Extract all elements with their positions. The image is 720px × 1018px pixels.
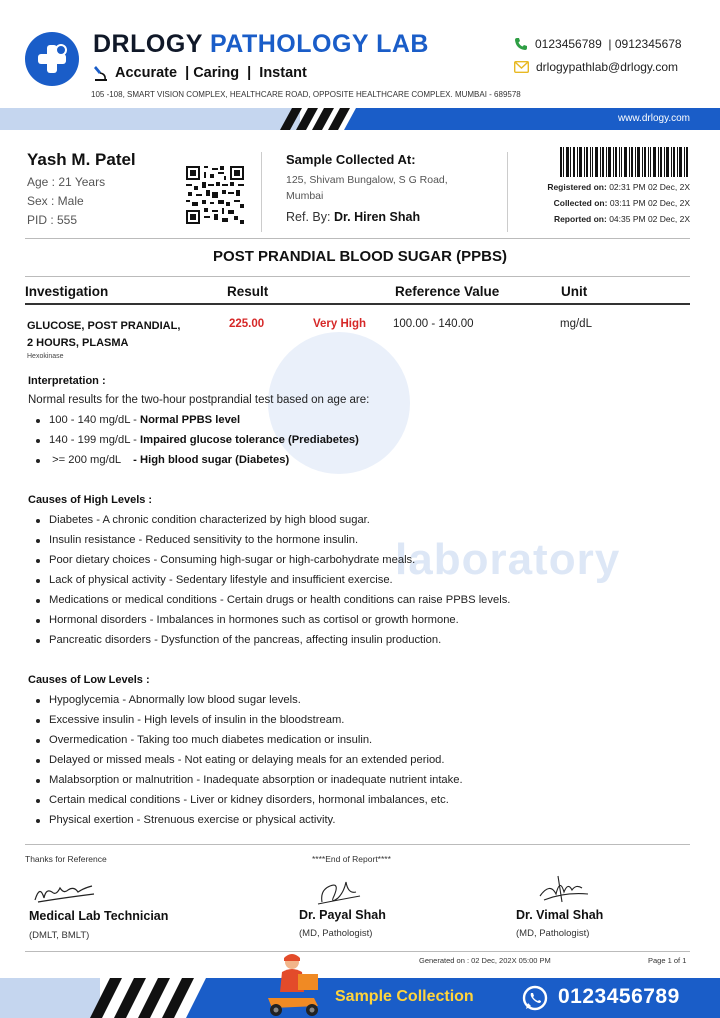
result-flag: Very High bbox=[313, 318, 367, 330]
test-name-line2: 2 HOURS, PLASMA bbox=[27, 337, 129, 349]
tagline-row bbox=[93, 64, 307, 82]
registered-on bbox=[547, 182, 690, 192]
reported-on bbox=[554, 214, 690, 224]
list-item: Physical exertion - Strenuous exercise or physical activity. bbox=[34, 810, 463, 830]
range-text: 140 - 199 mg/dL - bbox=[49, 434, 141, 446]
list-item: Lack of physical activity - Sedentary lifestyle and insufficient exercise. bbox=[34, 570, 510, 590]
lab-name-part1: DRLOGY bbox=[93, 30, 203, 58]
phone-icon bbox=[514, 37, 528, 51]
lab-website[interactable]: www.drlogy.com bbox=[617, 113, 690, 124]
list-item: Diabetes - A chronic condition characterized by high blood sugar. bbox=[34, 510, 510, 530]
sample-address bbox=[286, 172, 486, 204]
column-header-result: Result bbox=[227, 284, 269, 299]
test-name-line1: GLUCOSE, POST PRANDIAL, bbox=[27, 320, 181, 332]
low-causes-title: Causes of Low Levels : bbox=[28, 674, 150, 686]
reference-value: 100.00 - 140.00 bbox=[393, 318, 474, 330]
bottom-band-left bbox=[0, 978, 100, 1018]
test-method: Hexokinase bbox=[27, 353, 64, 360]
list-item: Overmedication - Taking too much diabetes medication or insulin. bbox=[34, 730, 463, 750]
email-row bbox=[514, 60, 678, 74]
bottom-stripes bbox=[90, 978, 240, 1018]
watermark-text: laboratory bbox=[395, 535, 621, 584]
collected-on bbox=[554, 198, 690, 208]
barcode bbox=[560, 147, 688, 177]
sample-address-line2: Mumbai bbox=[286, 190, 324, 202]
list-item: Delayed or missed meals - Not eating or delaying meals for an extended period. bbox=[34, 750, 463, 770]
signature-technician bbox=[32, 880, 98, 908]
divider bbox=[25, 844, 690, 845]
column-header-reference: Reference Value bbox=[395, 284, 500, 299]
tagline: Accurate | Caring | Instant bbox=[115, 65, 307, 81]
list-item: Excessive insulin - High levels of insulin in the bloodstream. bbox=[34, 710, 463, 730]
list-item: Pancreatic disorders - Dysfunction of the pancreas, affecting insulin production. bbox=[34, 630, 510, 650]
divider bbox=[507, 152, 508, 232]
signatory-2-credentials: (MD, Pathologist) bbox=[299, 928, 373, 939]
collected-label: Collected on: bbox=[553, 198, 608, 208]
ref-doctor: Dr. Hiren Shah bbox=[333, 210, 421, 224]
table-header-rule bbox=[25, 303, 690, 305]
range-text: 100 - 140 mg/dL - bbox=[49, 414, 141, 426]
generated-on: Generated on : 02 Dec, 202X 05:00 PM bbox=[419, 956, 551, 965]
divider bbox=[25, 238, 690, 239]
sample-collected-title: Sample Collected At: bbox=[286, 152, 416, 167]
phone-row bbox=[514, 37, 682, 51]
patient-sex: Sex : Male bbox=[27, 194, 84, 208]
report-title: POST PRANDIAL BLOOD SUGAR (PPBS) bbox=[213, 248, 507, 265]
registered-value: 02:31 PM 02 Dec, 2X bbox=[609, 182, 690, 192]
whatsapp-icon[interactable] bbox=[521, 984, 549, 1012]
list-item: Hormonal disorders - Imbalances in hormones such as cortisol or growth hormone. bbox=[34, 610, 510, 630]
test-unit: mg/dL bbox=[560, 318, 592, 330]
reported-label: Reported on: bbox=[553, 214, 607, 224]
microscope-icon bbox=[93, 64, 109, 82]
test-result: 225.00 bbox=[229, 318, 265, 330]
delivery-rider-icon bbox=[262, 952, 328, 1018]
interpretation-intro: Normal results for the two-hour postprandial test based on age are: bbox=[28, 394, 370, 406]
lab-phone: 0123456789 | 0912345678 bbox=[535, 37, 682, 51]
column-header-investigation: Investigation bbox=[25, 284, 109, 299]
interpretation-list bbox=[34, 410, 359, 470]
patient-info bbox=[0, 146, 720, 236]
signatory-3-name: Dr. Vimal Shah bbox=[516, 908, 604, 922]
sample-collection-label: Sample Collection bbox=[335, 988, 474, 1005]
signatory-1-credentials: (DMLT, BMLT) bbox=[29, 930, 90, 941]
header bbox=[0, 0, 720, 108]
list-item: Insulin resistance - Reduced sensitivity to the hormone insulin. bbox=[34, 530, 510, 550]
medical-cross-icon bbox=[34, 41, 70, 77]
list-item: Malabsorption or malnutrition - Inadequate absorption or inadequate nutrient intake. bbox=[34, 770, 463, 790]
signature-payal-shah bbox=[316, 876, 364, 908]
list-item bbox=[34, 410, 359, 430]
high-causes-title: Causes of High Levels : bbox=[28, 494, 153, 506]
bottom-band bbox=[0, 978, 720, 1018]
range-meaning: Normal PPBS level bbox=[140, 414, 241, 426]
band-left bbox=[0, 108, 300, 130]
signature-vimal-shah bbox=[536, 872, 592, 906]
lab-email: drlogypathlab@drlogy.com bbox=[536, 60, 679, 74]
lab-logo bbox=[25, 32, 79, 86]
lab-address: 105 -108, SMART VISION COMPLEX, HEALTHCARE ROAD, OPPOSITE HEALTHCARE COMPLEX. MUMBAI - 689578 bbox=[91, 90, 521, 99]
list-item: Medications or medical conditions - Certain drugs or health conditions can raise PPBS levels. bbox=[34, 590, 510, 610]
list-item bbox=[34, 450, 359, 470]
page-number: Page 1 of 1 bbox=[648, 956, 687, 965]
registered-label: Registered on: bbox=[547, 182, 607, 192]
signatory-1-name: Medical Lab Technician bbox=[29, 909, 169, 923]
list-item bbox=[34, 430, 359, 450]
qr-code bbox=[186, 166, 244, 224]
range-text: >= 200 mg/dL bbox=[49, 454, 134, 466]
collected-value: 03:11 PM 02 Dec, 2X bbox=[609, 198, 690, 208]
header-band bbox=[0, 108, 720, 130]
divider bbox=[25, 951, 690, 952]
list-item: Certain medical conditions - Liver or kidney disorders, hormonal imbalances, etc. bbox=[34, 790, 463, 810]
thanks-for-reference: Thanks for Reference bbox=[25, 854, 107, 864]
signatory-3-credentials: (MD, Pathologist) bbox=[516, 928, 590, 939]
low-causes-list bbox=[34, 690, 463, 830]
whatsapp-number[interactable]: 0123456789 bbox=[558, 985, 680, 1008]
lab-name bbox=[93, 30, 429, 59]
range-meaning: Impaired glucose tolerance (Prediabetes) bbox=[140, 434, 359, 446]
range-meaning: - High blood sugar (Diabetes) bbox=[133, 454, 290, 466]
list-item: Hypoglycemia - Abnormally low blood sugar levels. bbox=[34, 690, 463, 710]
divider bbox=[25, 276, 690, 277]
patient-age: Age : 21 Years bbox=[27, 175, 106, 189]
email-icon bbox=[514, 61, 529, 73]
end-of-report: ****End of Report**** bbox=[312, 854, 391, 864]
divider bbox=[261, 152, 262, 232]
referred-by bbox=[286, 210, 420, 224]
sample-address-line1: 125, Shivam Bungalow, S G Road, bbox=[286, 174, 448, 186]
lab-name-part2: PATHOLOGY LAB bbox=[209, 30, 429, 58]
patient-pid: PID : 555 bbox=[27, 213, 78, 227]
column-header-unit: Unit bbox=[561, 284, 588, 299]
band-stripes bbox=[280, 108, 380, 130]
list-item: Poor dietary choices - Consuming high-sugar or high-carbohydrate meals. bbox=[34, 550, 510, 570]
interpretation-title: Interpretation : bbox=[28, 375, 106, 387]
reported-value: 04:35 PM 02 Dec, 2X bbox=[609, 214, 690, 224]
patient-name: Yash M. Patel bbox=[27, 150, 136, 169]
ref-label: Ref. By: bbox=[286, 210, 331, 224]
test-name bbox=[27, 318, 212, 352]
signatory-2-name: Dr. Payal Shah bbox=[299, 908, 386, 922]
high-causes-list bbox=[34, 510, 510, 650]
